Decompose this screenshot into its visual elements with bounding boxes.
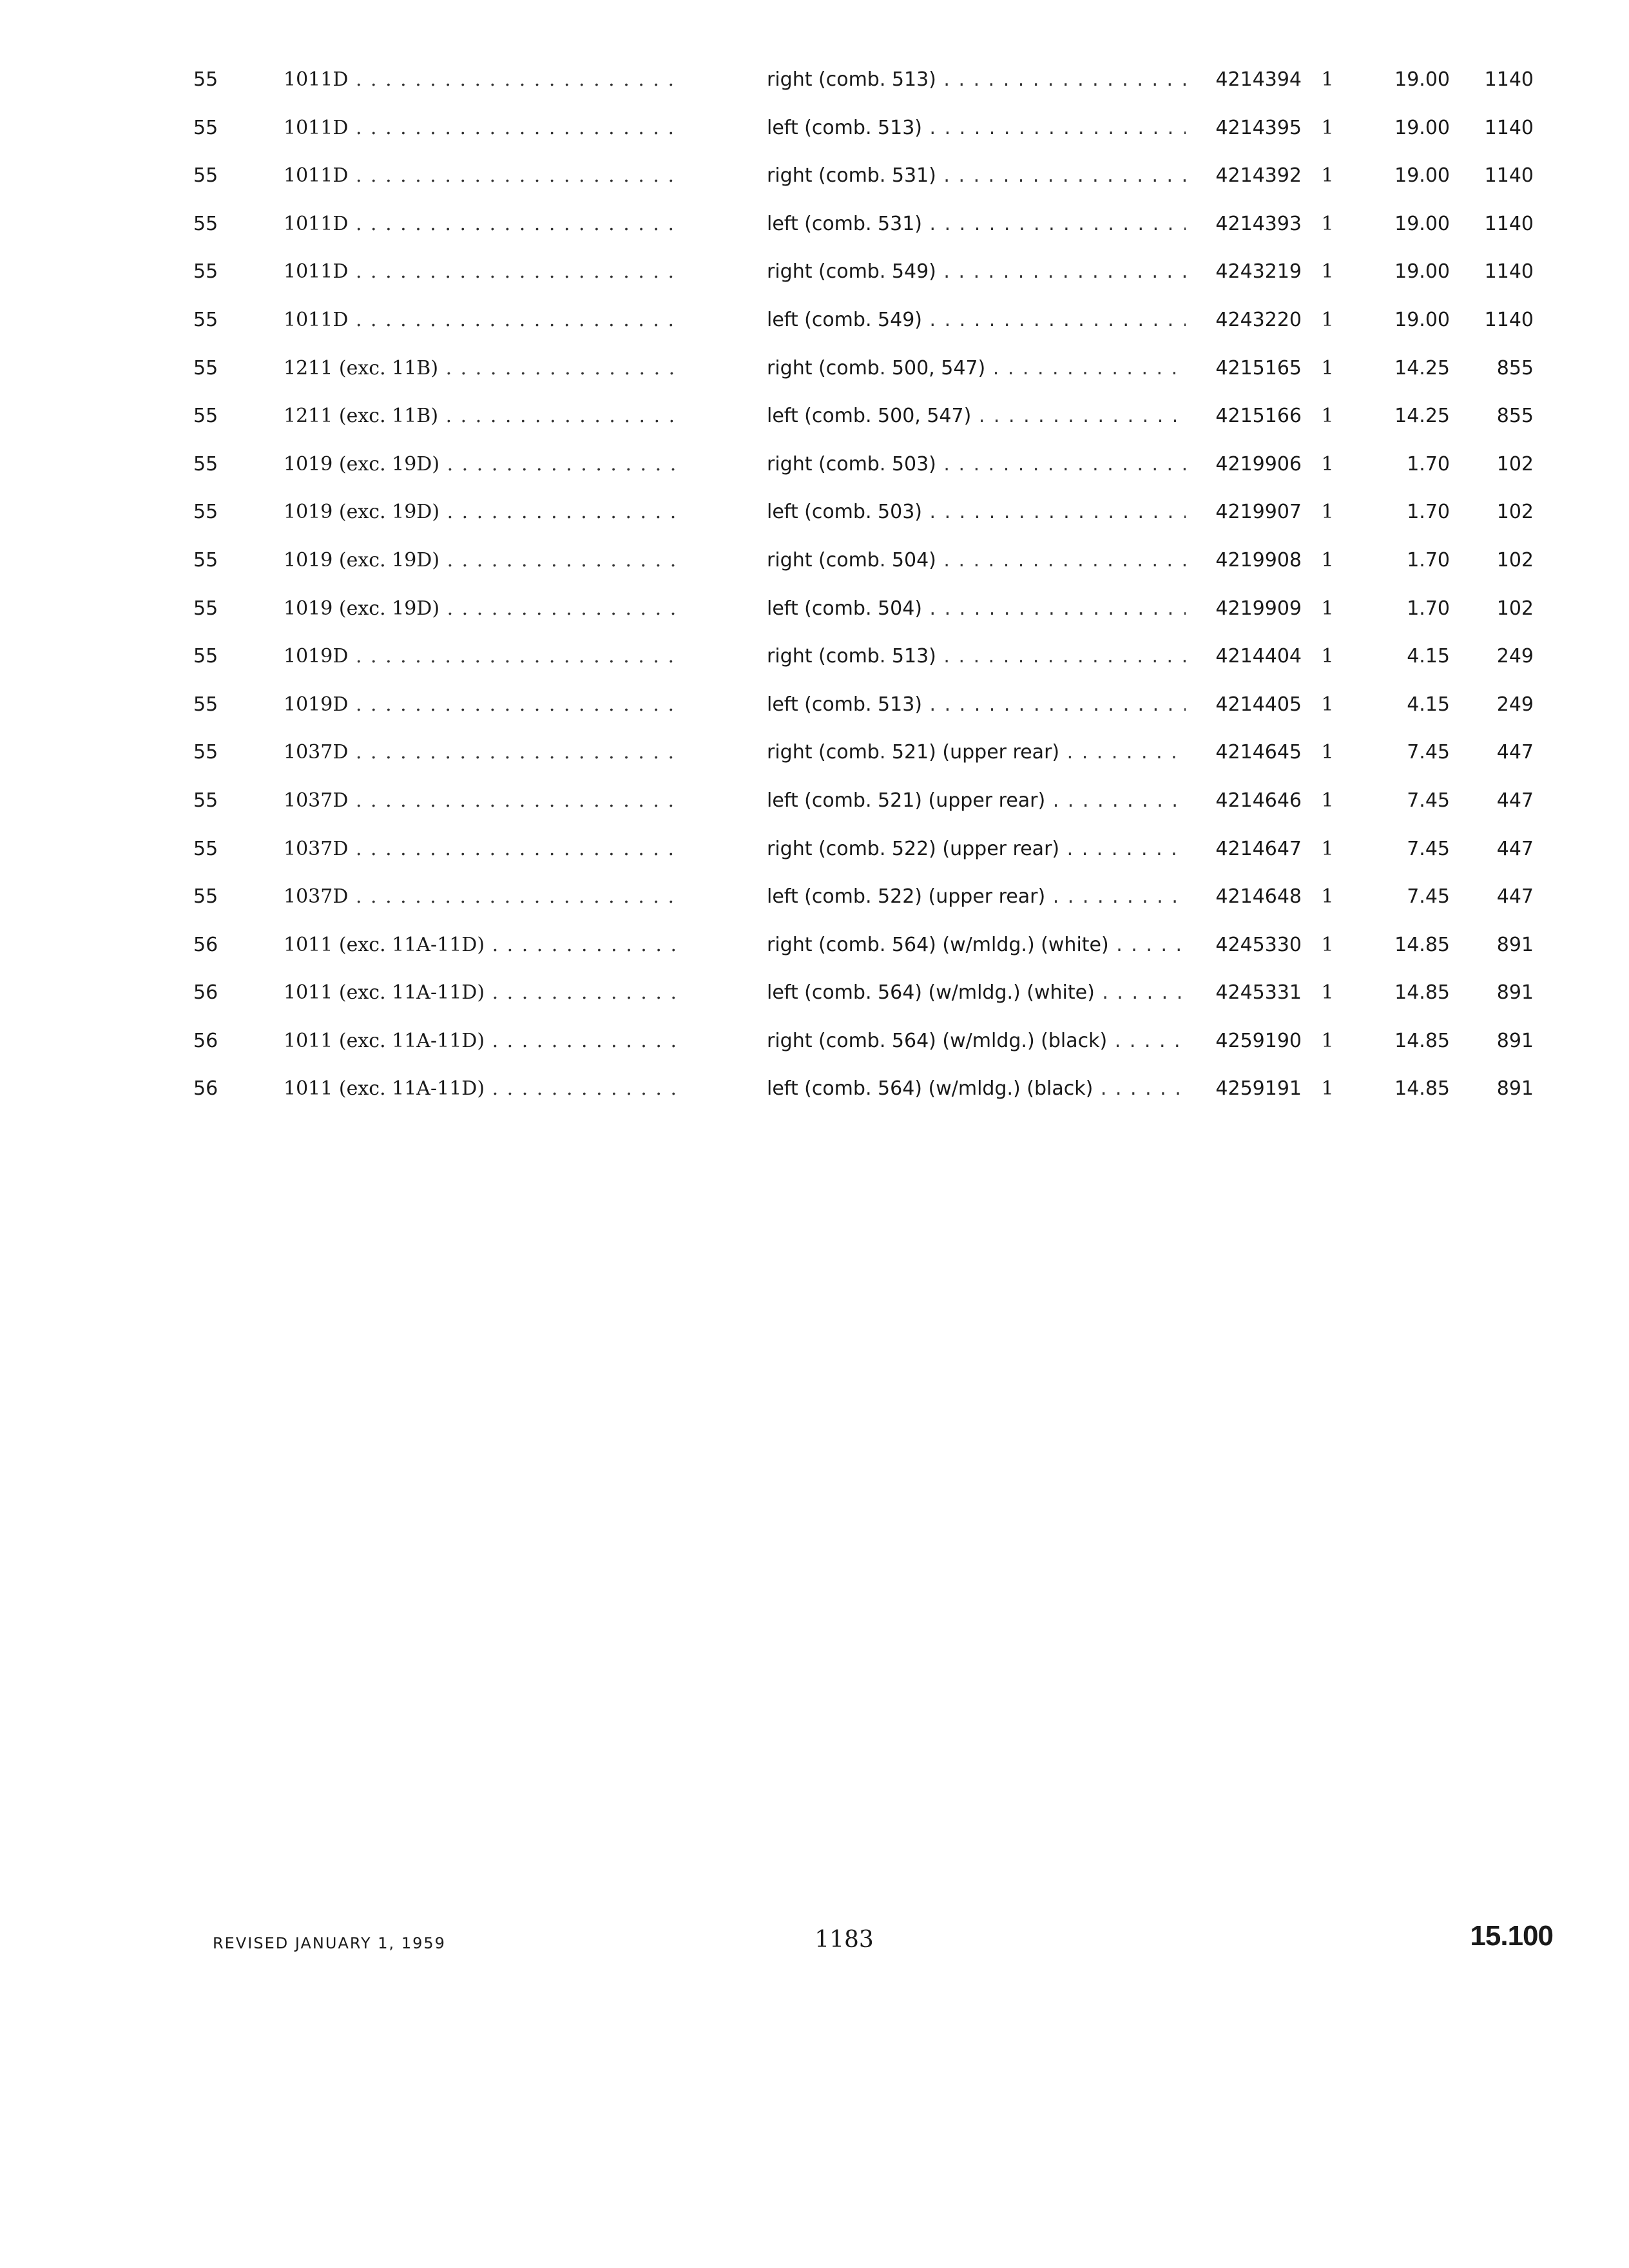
part-number-cell: 4214393 (1215, 212, 1302, 235)
table-row (187, 202, 1540, 251)
total-cell: 447 (1496, 885, 1534, 908)
total-cell: 1140 (1484, 68, 1534, 91)
price-cell: 14.85 (1394, 1077, 1450, 1100)
model-cell-text: 1037D (284, 789, 349, 812)
description-cell-text: left (comb. 513) (767, 116, 922, 139)
part-number-cell: 4259190 (1215, 1029, 1302, 1052)
total-cell: 891 (1496, 933, 1534, 956)
part-number-cell: 4215166 (1215, 405, 1302, 428)
model-cell-text: 1011D (284, 116, 349, 139)
description-cell-text: left (comb. 549) (767, 308, 922, 331)
total-cell: 891 (1496, 1077, 1534, 1100)
price-cell: 14.25 (1394, 405, 1450, 428)
year-cell: 55 (193, 837, 218, 860)
total-cell: 249 (1496, 645, 1534, 668)
description-cell-text: left (comb. 500, 547) (767, 405, 972, 428)
model-cell-text: 1011D (284, 164, 349, 187)
year-cell: 56 (193, 1029, 218, 1052)
quantity-cell: 1 (1321, 548, 1334, 572)
price-cell: 7.45 (1407, 741, 1450, 764)
description-cell-text: left (comb. 564) (w/mldg.) (black) (767, 1077, 1094, 1100)
part-number-cell: 4215165 (1215, 356, 1302, 380)
model-cell-text: 1011 (exc. 11A-11D) (284, 1029, 485, 1052)
year-cell: 55 (193, 164, 218, 187)
quantity-cell: 1 (1321, 116, 1334, 139)
quantity-cell: 1 (1321, 981, 1334, 1004)
table-row (187, 58, 1540, 106)
table-row (187, 443, 1540, 491)
description-cell-text: right (comb. 503) (767, 452, 936, 476)
price-cell: 14.25 (1394, 356, 1450, 380)
part-number-cell: 4214647 (1215, 837, 1302, 860)
model-cell-text: 1037D (284, 741, 349, 764)
part-number-cell: 4214394 (1215, 68, 1302, 91)
part-number-cell: 4214404 (1215, 645, 1302, 668)
quantity-cell: 1 (1321, 1077, 1334, 1100)
year-cell: 55 (193, 548, 218, 572)
section-number: 15.100 (1470, 1920, 1553, 1952)
price-cell: 7.45 (1407, 789, 1450, 812)
year-cell: 55 (193, 645, 218, 668)
part-number-cell: 4219906 (1215, 452, 1302, 476)
year-cell: 55 (193, 260, 218, 284)
table-row (187, 923, 1540, 972)
part-number-cell: 4243219 (1215, 260, 1302, 284)
total-cell: 891 (1496, 1029, 1534, 1052)
total-cell: 1140 (1484, 164, 1534, 187)
table-row (187, 731, 1540, 779)
model-cell-text: 1037D (284, 885, 349, 908)
total-cell: 102 (1496, 597, 1534, 620)
year-cell: 56 (193, 933, 218, 956)
total-cell: 102 (1496, 452, 1534, 476)
quantity-cell: 1 (1321, 212, 1334, 235)
year-cell: 55 (193, 405, 218, 428)
description-cell-text: right (comb. 531) (767, 164, 936, 187)
part-number-cell: 4219907 (1215, 501, 1302, 524)
quantity-cell: 1 (1321, 68, 1334, 91)
model-cell-text: 1011D (284, 308, 349, 331)
total-cell: 1140 (1484, 260, 1534, 284)
description-cell-text: left (comb. 531) (767, 212, 922, 235)
price-cell: 19.00 (1394, 116, 1450, 139)
description-cell-text: right (comb. 564) (w/mldg.) (black) (767, 1029, 1108, 1052)
description-cell-text: right (comb. 500, 547) (767, 356, 986, 380)
price-cell: 1.70 (1407, 452, 1450, 476)
price-cell: 1.70 (1407, 501, 1450, 524)
model-cell-text: 1011 (exc. 11A-11D) (284, 1077, 485, 1100)
quantity-cell: 1 (1321, 789, 1334, 812)
table-row (187, 635, 1540, 683)
part-number-cell: 4243220 (1215, 308, 1302, 331)
model-cell-text: 1011D (284, 68, 349, 91)
year-cell: 56 (193, 1077, 218, 1100)
quantity-cell: 1 (1321, 693, 1334, 716)
part-number-cell: 4214395 (1215, 116, 1302, 139)
model-cell-text: 1019 (exc. 19D) (284, 501, 440, 524)
total-cell: 855 (1496, 356, 1534, 380)
model-cell-text: 1019 (exc. 19D) (284, 452, 440, 476)
model-cell-text: 1019D (284, 693, 349, 716)
total-cell: 1140 (1484, 212, 1534, 235)
table-row (187, 298, 1540, 347)
price-cell: 14.85 (1394, 933, 1450, 956)
model-cell-text: 1011D (284, 212, 349, 235)
table-row (187, 587, 1540, 635)
year-cell: 55 (193, 693, 218, 716)
quantity-cell: 1 (1321, 260, 1334, 284)
total-cell: 1140 (1484, 308, 1534, 331)
model-cell-text: 1011 (exc. 11A-11D) (284, 981, 485, 1004)
table-row (187, 154, 1540, 202)
quantity-cell: 1 (1321, 597, 1334, 620)
model-cell-text: 1011D (284, 260, 349, 284)
part-number-cell: 4214645 (1215, 741, 1302, 764)
total-cell: 447 (1496, 741, 1534, 764)
quantity-cell: 1 (1321, 452, 1334, 476)
description-cell-text: right (comb. 564) (w/mldg.) (white) (767, 933, 1109, 956)
total-cell: 102 (1496, 548, 1534, 572)
price-cell: 7.45 (1407, 837, 1450, 860)
total-cell: 1140 (1484, 116, 1534, 139)
model-cell-text: 1019 (exc. 19D) (284, 597, 440, 620)
quantity-cell: 1 (1321, 356, 1334, 380)
part-number-cell: 4214392 (1215, 164, 1302, 187)
description-cell-text: right (comb. 549) (767, 260, 936, 284)
year-cell: 55 (193, 789, 218, 812)
description-cell-text: right (comb. 513) (767, 68, 936, 91)
description-cell-text: right (comb. 521) (upper rear) (767, 741, 1060, 764)
total-cell: 447 (1496, 789, 1534, 812)
part-number-cell: 4214646 (1215, 789, 1302, 812)
year-cell: 55 (193, 885, 218, 908)
price-cell: 19.00 (1394, 68, 1450, 91)
price-cell: 19.00 (1394, 212, 1450, 235)
year-cell: 56 (193, 981, 218, 1004)
table-row (187, 347, 1540, 395)
description-cell-text: right (comb. 513) (767, 645, 936, 668)
quantity-cell: 1 (1321, 1029, 1334, 1052)
description-cell-text: left (comb. 564) (w/mldg.) (white) (767, 981, 1095, 1004)
part-number-cell: 4214405 (1215, 693, 1302, 716)
model-cell-text: 1211 (exc. 11B) (284, 405, 439, 428)
table-row (187, 779, 1540, 827)
description-cell-text: left (comb. 504) (767, 597, 922, 620)
model-cell-text: 1011 (exc. 11A-11D) (284, 933, 485, 956)
price-cell: 7.45 (1407, 885, 1450, 908)
quantity-cell: 1 (1321, 933, 1334, 956)
price-cell: 14.85 (1394, 1029, 1450, 1052)
description-cell-text: left (comb. 513) (767, 693, 922, 716)
year-cell: 55 (193, 116, 218, 139)
quantity-cell: 1 (1321, 164, 1334, 187)
table-row (187, 971, 1540, 1019)
quantity-cell: 1 (1321, 308, 1334, 331)
table-row (187, 1019, 1540, 1068)
price-cell: 14.85 (1394, 981, 1450, 1004)
part-number-cell: 4245331 (1215, 981, 1302, 1004)
price-cell: 19.00 (1394, 260, 1450, 284)
year-cell: 55 (193, 452, 218, 476)
price-cell: 19.00 (1394, 164, 1450, 187)
quantity-cell: 1 (1321, 645, 1334, 668)
table-row (187, 827, 1540, 876)
table-row (187, 250, 1540, 298)
year-cell: 55 (193, 308, 218, 331)
total-cell: 855 (1496, 405, 1534, 428)
price-cell: 19.00 (1394, 308, 1450, 331)
part-number-cell: 4219908 (1215, 548, 1302, 572)
part-number-cell: 4219909 (1215, 597, 1302, 620)
part-number-cell: 4259191 (1215, 1077, 1302, 1100)
table-row (187, 683, 1540, 731)
description-cell-text: right (comb. 504) (767, 548, 936, 572)
table-row (187, 106, 1540, 155)
page-number: 1183 (815, 1927, 874, 1953)
total-cell: 891 (1496, 981, 1534, 1004)
total-cell: 102 (1496, 501, 1534, 524)
description-cell-text: left (comb. 503) (767, 501, 922, 524)
quantity-cell: 1 (1321, 405, 1334, 428)
year-cell: 55 (193, 501, 218, 524)
quantity-cell: 1 (1321, 885, 1334, 908)
model-cell-text: 1019D (284, 645, 349, 668)
table-row (187, 539, 1540, 587)
part-number-cell: 4214648 (1215, 885, 1302, 908)
price-cell: 1.70 (1407, 548, 1450, 572)
year-cell: 55 (193, 212, 218, 235)
table-row (187, 875, 1540, 923)
model-cell-text: 1019 (exc. 19D) (284, 548, 440, 572)
total-cell: 447 (1496, 837, 1534, 860)
quantity-cell: 1 (1321, 501, 1334, 524)
model-cell-text: 1211 (exc. 11B) (284, 356, 439, 380)
table-row (187, 394, 1540, 443)
part-number-cell: 4245330 (1215, 933, 1302, 956)
price-cell: 4.15 (1407, 693, 1450, 716)
revision-date: REVISED JANUARY 1, 1959 (213, 1934, 446, 1952)
description-cell-text: right (comb. 522) (upper rear) (767, 837, 1060, 860)
total-cell: 249 (1496, 693, 1534, 716)
year-cell: 55 (193, 741, 218, 764)
description-cell-text: left (comb. 522) (upper rear) (767, 885, 1046, 908)
year-cell: 55 (193, 68, 218, 91)
year-cell: 55 (193, 356, 218, 380)
parts-price-table (187, 58, 1540, 1115)
quantity-cell: 1 (1321, 741, 1334, 764)
table-row (187, 1067, 1540, 1115)
year-cell: 55 (193, 597, 218, 620)
table-row (187, 490, 1540, 539)
description-cell-text: left (comb. 521) (upper rear) (767, 789, 1046, 812)
price-cell: 1.70 (1407, 597, 1450, 620)
quantity-cell: 1 (1321, 837, 1334, 860)
price-cell: 4.15 (1407, 645, 1450, 668)
model-cell-text: 1037D (284, 837, 349, 860)
